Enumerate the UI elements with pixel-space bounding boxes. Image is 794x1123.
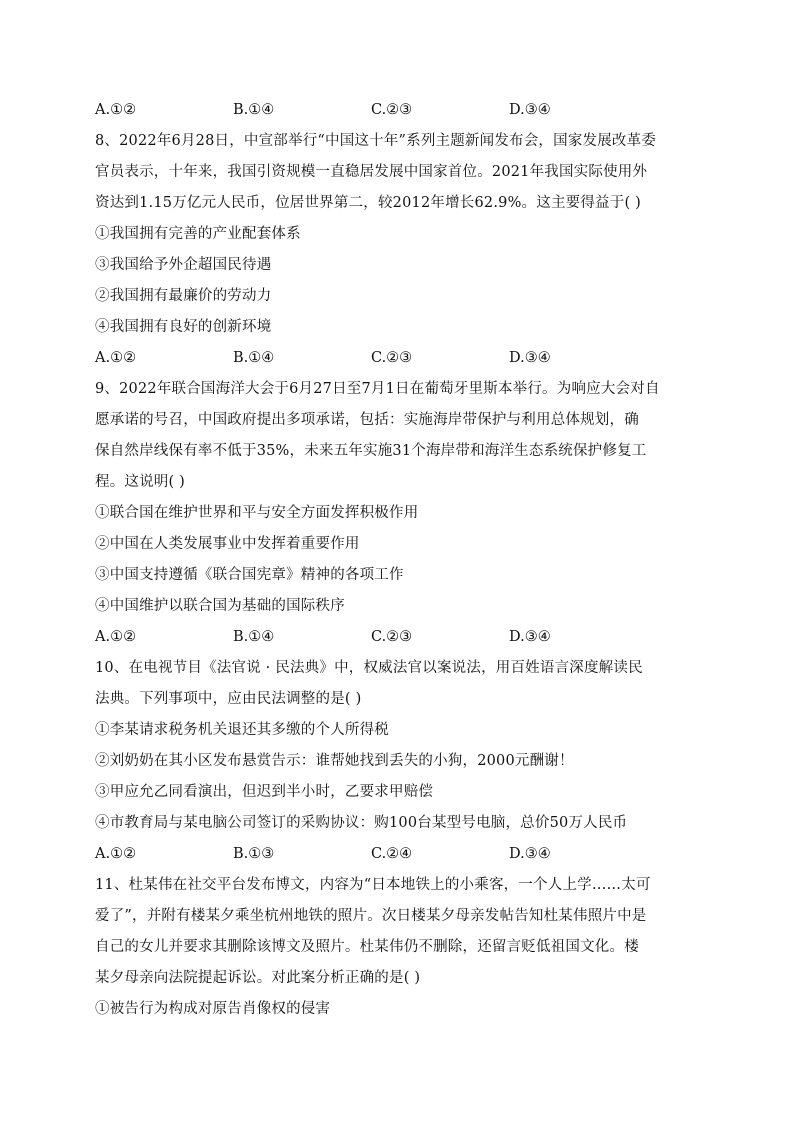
option-d: D.③④ [509,629,551,645]
question-text-line: 9、2022年联合国海洋大会于6月27日至7月1日在葡萄牙里斯本举行。为响应大会对自 [95,381,660,397]
exam-page [95,95,700,1025]
option-a: A.①② [95,846,137,862]
question-text-line: 10、在电视节目《法官说 · 民法典》中，权威法官以案说法，用百姓语言深度解读民 [95,660,643,676]
option-a: A.①② [95,102,137,118]
q9-options [95,622,700,653]
question-text-line: 自己的女儿并要求其删除该博文及照片。杜某伟仍不删除，还留言贬低祖国文化。楼 [95,939,639,955]
option-c: C.②③ [371,629,413,645]
q8-options [95,343,700,374]
statement-item: ④市教育局与某电脑公司签订的采购协议：购100台某型号电脑，总价50万人民币 [95,815,628,831]
question-text-line: 某夕母亲向法院提起诉讼。对此案分析正确的是( ) [95,970,421,986]
option-b: B.①③ [233,846,275,862]
question-text-line: 资达到1.15万亿元人民币，位居世界第二，较2012年增长62.9%。这主要得益于( ) [95,195,641,211]
question-9 [95,374,700,653]
statement-item: ②刘奶奶在其小区发布悬赏告示：谁帮她找到丢失的小狗，2000元酬谢！ [95,753,574,769]
q10-options [95,839,700,870]
question-text-line: 法典。下列事项中，应由民法调整的是( ) [95,691,362,707]
question-text-line: 爱了”，并附有楼某夕乘坐杭州地铁的照片。次日楼某夕母亲发帖告知杜某伟照片中是 [95,908,647,924]
question-text-line: 官员表示，十年来，我国引资规模一直稳居发展中国家首位。2021年我国实际使用外 [95,164,648,180]
option-b: B.①④ [233,629,275,645]
option-a: A.①② [95,629,137,645]
option-b: B.①④ [233,102,275,118]
statement-item: ②中国在人类发展事业中发挥着重要作用 [95,536,360,552]
question-text-line: 愿承诺的号召，中国政府提出多项承诺，包括：实施海岸带保护与利用总体规划，确 [95,412,639,428]
statement-item: ②我国拥有最廉价的劳动力 [95,288,272,304]
question-text-line: 程。这说明( ) [95,474,186,490]
statement-item: ①李某请求税务机关退还其多缴的个人所得税 [95,722,389,738]
statement-item: ①被告行为构成对原告肖像权的侵害 [95,1001,331,1017]
question-8 [95,126,700,374]
question-text-line: 11、杜某伟在社交平台发布博文，内容为“日本地铁上的小乘客，一个人上学……太可 [95,877,651,893]
statement-item: ①我国拥有完善的产业配套体系 [95,226,301,242]
option-d: D.③④ [509,350,551,366]
option-c: C.②③ [371,350,413,366]
statement-item: ①联合国在维护世界和平与安全方面发挥积极作用 [95,505,419,521]
question-text-line: 保自然岸线保有率不低于35%，未来五年实施31个海岸带和海洋生态系统保护修复工 [95,443,647,459]
question-11 [95,870,700,1025]
option-d: D.③④ [509,846,551,862]
question-10 [95,653,700,870]
statement-item: ③中国支持遵循《联合国宪章》精神的各项工作 [95,567,404,583]
statement-item: ④中国维护以联合国为基础的国际秩序 [95,598,345,614]
statement-item: ④我国拥有良好的创新环境 [95,319,272,335]
option-c: C.②③ [371,102,413,118]
option-b: B.①④ [233,350,275,366]
statement-item: ③甲应允乙同看演出，但迟到半小时，乙要求甲赔偿 [95,784,434,800]
option-a: A.①② [95,350,137,366]
statement-item: ③我国给予外企超国民待遇 [95,257,272,273]
q7-options [95,95,700,126]
option-c: C.②④ [371,846,413,862]
option-d: D.③④ [509,102,551,118]
question-text-line: 8、2022年6月28日，中宣部举行“中国这十年”系列主题新闻发布会，国家发展改革委 [95,133,657,149]
